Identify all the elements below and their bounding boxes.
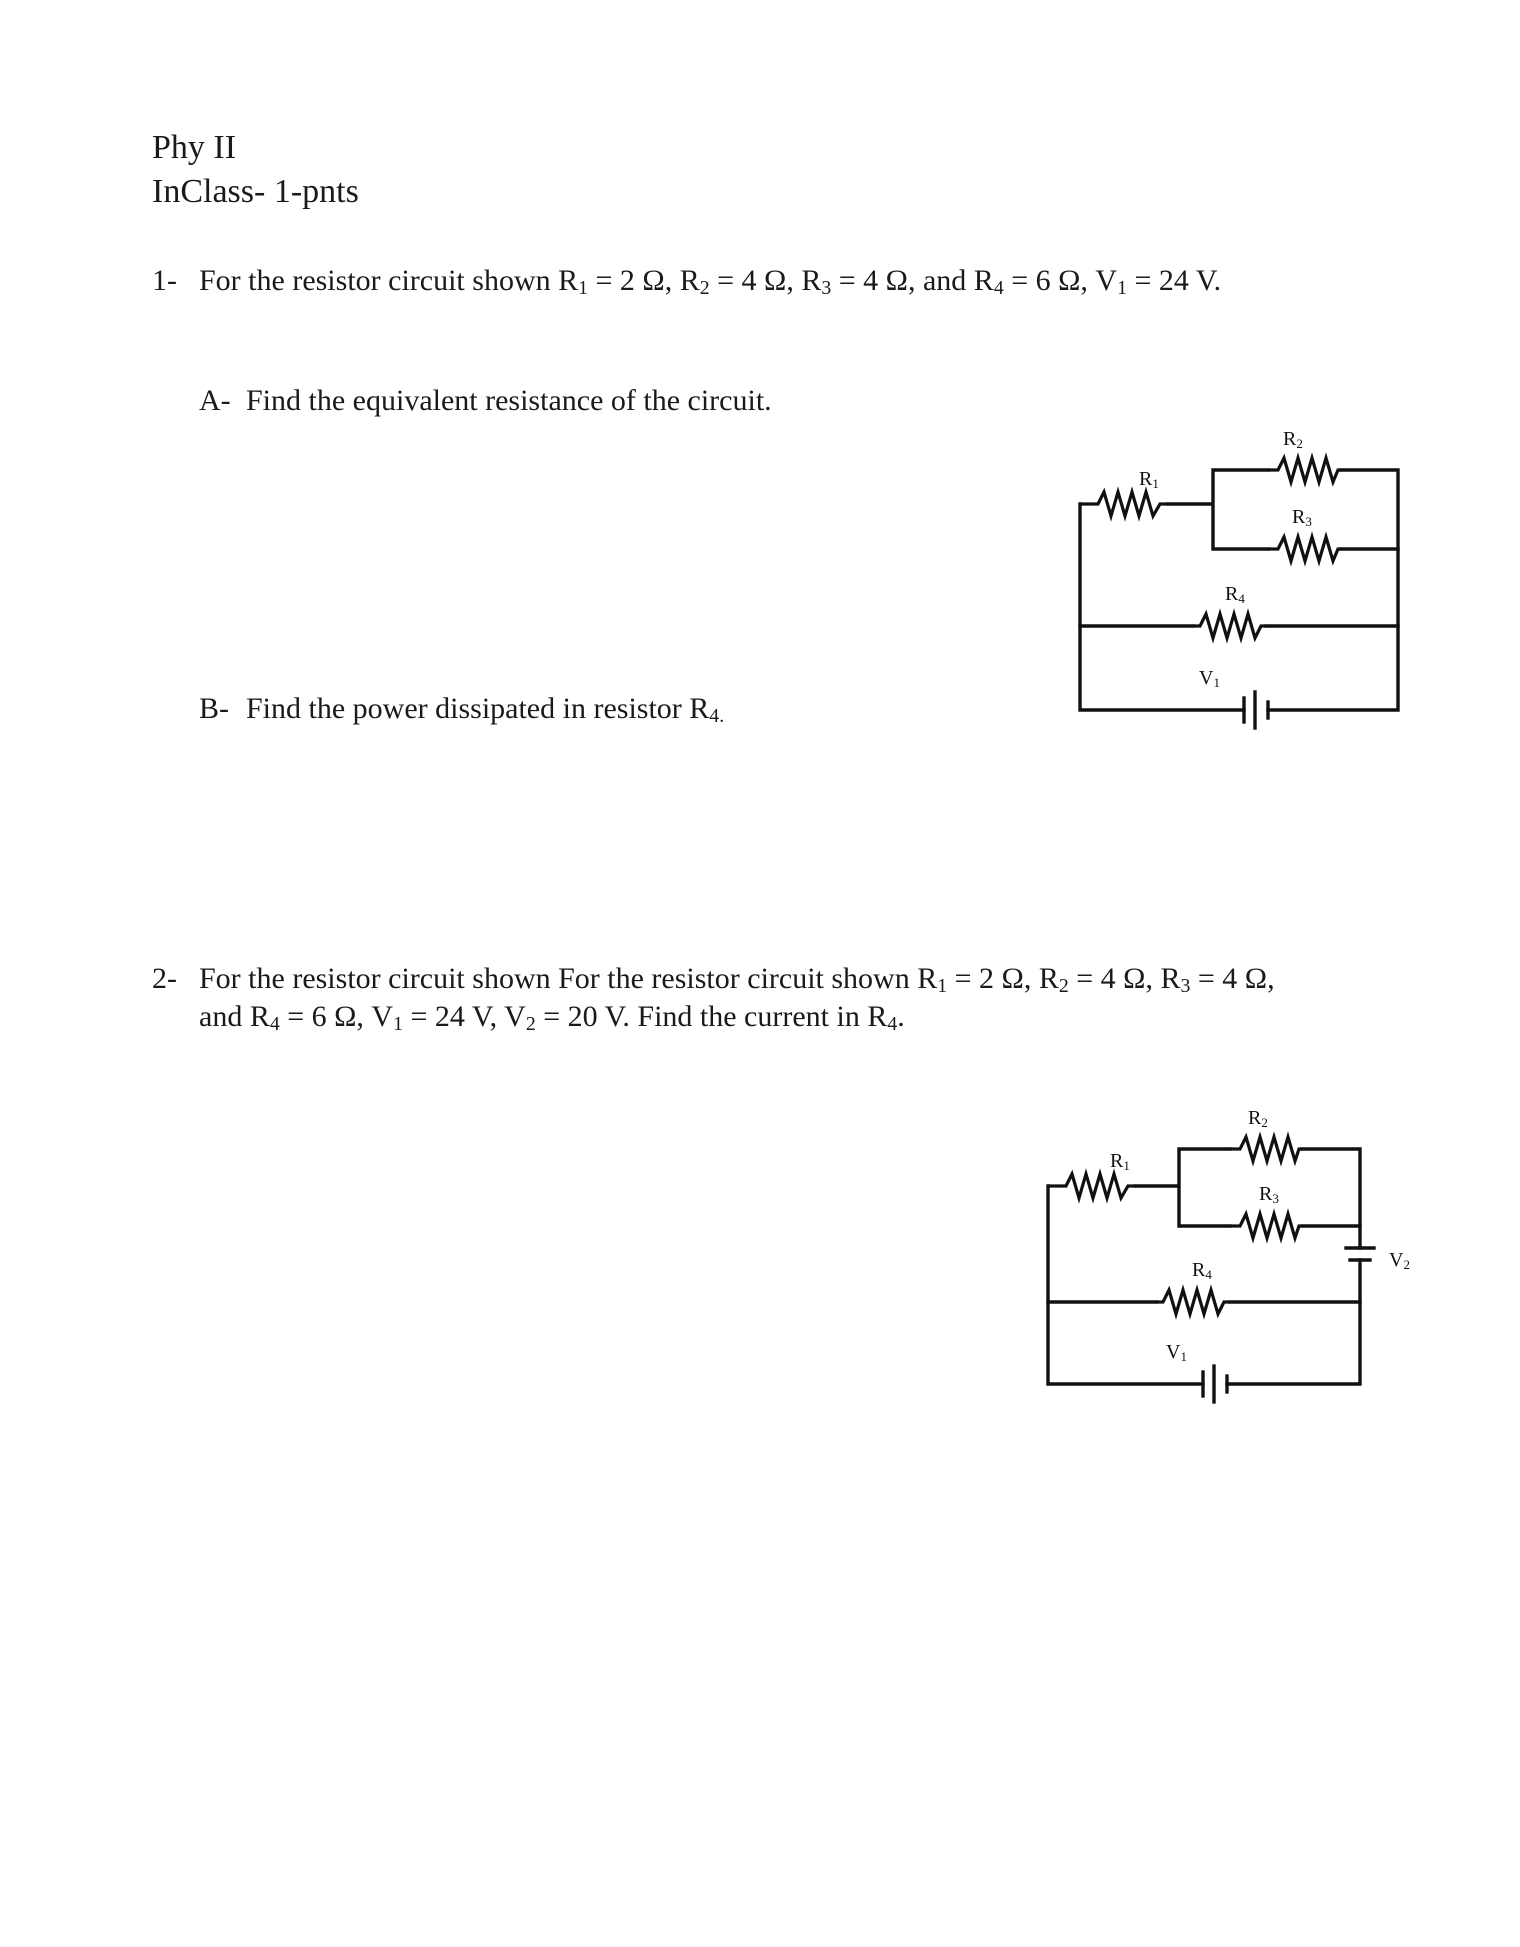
q2-v1-value: = 24 V, V: [403, 1000, 526, 1033]
q1-r4-sub: 4: [993, 277, 1004, 300]
resistor-r1: [1048, 1174, 1136, 1198]
q1-r3-sub: 3: [821, 277, 832, 300]
question-1-number: 1-: [152, 264, 177, 297]
q2-r2-sub: 2: [1058, 975, 1069, 998]
resistor-r2: [1230, 1137, 1302, 1161]
q2-r1-sub: 1: [937, 975, 948, 998]
part-a-label: A-: [199, 384, 231, 417]
question-2-line-2: [199, 998, 905, 1036]
question-1-part-b: [199, 690, 724, 728]
q1-r2-value: = 4 Ω, R: [709, 264, 822, 297]
assignment-title: InClass- 1-pnts: [152, 173, 359, 210]
label-v1: V1: [1199, 667, 1220, 690]
label-r3: R3: [1259, 1183, 1279, 1206]
label-v2: V2: [1389, 1249, 1410, 1272]
resistor-r3: [1230, 1214, 1303, 1238]
label-r2: R2: [1248, 1107, 1268, 1130]
course-title: Phy II: [152, 129, 237, 166]
label-r1: R1: [1139, 468, 1159, 491]
q2-end-sub: 4: [887, 1013, 898, 1036]
q1-r3-value: = 4 Ω, and R: [831, 264, 994, 297]
q1-v1-sub: 1: [1117, 277, 1127, 300]
circuit-diagram-1: [1076, 420, 1416, 740]
q1-r4-value: = 6 Ω, V: [1003, 264, 1118, 297]
q2-v1-sub: 1: [393, 1013, 403, 1036]
resistor-r4: [1156, 1290, 1230, 1314]
q2-text: For the resistor circuit shown For the resistor circuit shown R: [199, 962, 938, 995]
question-2: [152, 960, 1275, 998]
question-1: [152, 262, 1221, 300]
resistor-r1: [1080, 492, 1168, 516]
q2-r3-value: = 4 Ω,: [1190, 962, 1275, 995]
q2-r3-sub: 3: [1180, 975, 1191, 998]
q2-v2-sub: 2: [525, 1013, 536, 1036]
part-b-sub: 4.: [709, 705, 725, 728]
part-b-text: Find the power dissipated in resistor R: [246, 692, 710, 725]
label-r4: R4: [1225, 583, 1245, 606]
q2-v2-value: = 20 V. Find the current in R: [535, 1000, 888, 1033]
label-r2: R2: [1283, 428, 1303, 451]
q2-r2-value: = 4 Ω, R: [1068, 962, 1181, 995]
part-b-label: B-: [199, 692, 229, 725]
label-r4: R4: [1192, 1259, 1212, 1282]
resistor-r4: [1193, 614, 1266, 638]
part-a-text: Find the equivalent resistance of the circuit.: [246, 384, 772, 417]
q1-r1-sub: 1: [578, 277, 589, 300]
q2-end-text: .: [897, 1000, 905, 1033]
battery-v1: [1244, 692, 1268, 728]
q2-r4-value: = 6 Ω, V: [279, 1000, 394, 1033]
resistor-r3: [1268, 537, 1341, 561]
label-v1: V1: [1166, 1341, 1187, 1364]
question-2-number: 2-: [152, 962, 177, 995]
q2-r4-sub: 4: [269, 1013, 280, 1036]
label-r1: R1: [1110, 1150, 1130, 1173]
q2-r1-value: = 2 Ω, R: [947, 962, 1059, 995]
circuit-diagram-2: [1044, 1104, 1424, 1404]
q1-r1-value: = 2 Ω, R: [588, 264, 700, 297]
battery-v2: [1346, 1248, 1374, 1260]
label-r3: R3: [1292, 506, 1312, 529]
resistor-r2: [1268, 458, 1341, 482]
q2-line2-text: and R: [199, 1000, 270, 1033]
question-1-part-a: [199, 382, 772, 420]
battery-v1: [1203, 1366, 1227, 1402]
q1-v1-value: = 24 V.: [1126, 264, 1222, 297]
q1-text: For the resistor circuit shown R: [199, 264, 579, 297]
q1-r2-sub: 2: [699, 277, 710, 300]
